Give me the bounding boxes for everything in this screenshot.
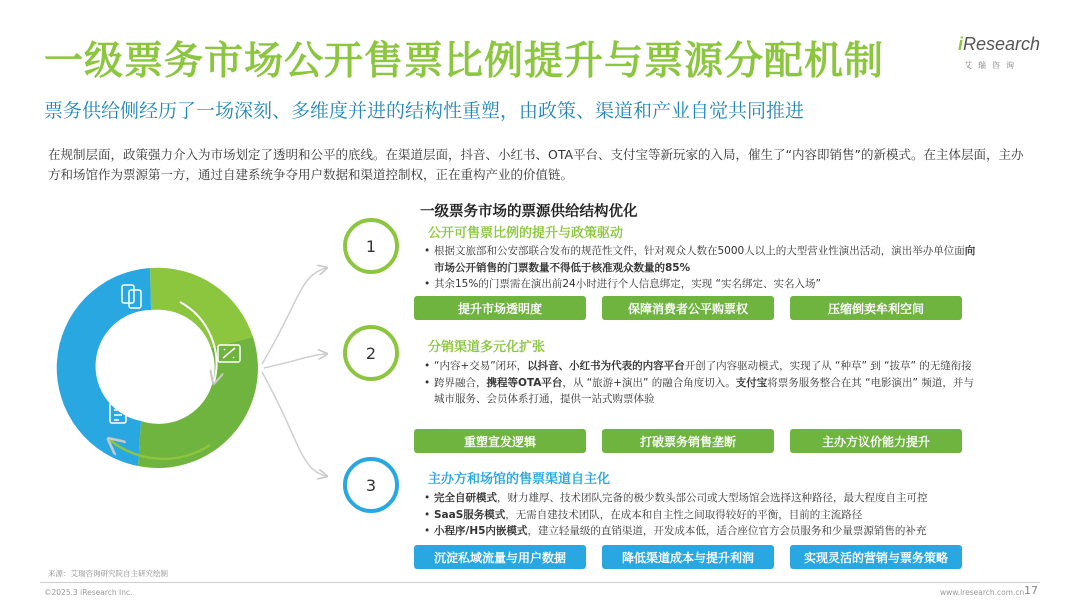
iresearch-logo — [958, 34, 1048, 74]
ring-segment-top — [150, 268, 253, 348]
section-1-tags — [414, 296, 962, 320]
logo-chinese: 艾瑞咨询 — [964, 61, 1020, 70]
list-item: • 根据文旅部和公安部联合发布的规范性文件，针对观众人数在5000人以上的大型营业性演出活动，演出举办单位面向市场公开销售的门票数量不得低于核准观众数量的85% — [424, 243, 984, 276]
source-note: 来源：艾瑞咨询研究院自主研究绘制 — [48, 569, 168, 578]
list-item: • “内容+交易”闭环，以抖音、小红书为代表的内容平台开创了内容驱动模式，实现了从 “种草” 到 “拔草” 的无缝衔接 — [424, 358, 984, 375]
tag: 保障消费者公平购票权 — [602, 296, 774, 320]
connector-arrow-2 — [264, 354, 326, 368]
tag: 降低渠道成本与提升利润 — [602, 545, 774, 569]
connector-arrow-1 — [262, 268, 326, 364]
list-item: • 完全自研模式，财力雄厚、技术团队完备的极少数头部公司或大型场馆会选择这种路径，最大程度自主可控 — [424, 490, 984, 507]
section-3-tags — [414, 545, 962, 569]
copyright: ©2025.3 iResearch Inc. — [44, 588, 133, 597]
logo-wordmark: iResearch — [958, 34, 1041, 54]
website-link[interactable]: www.iresearch.com.cn — [940, 588, 1025, 597]
list-item: • 其余15%的门票需在演出前24小时进行个人信息绑定，实现 “实名绑定、实名入场” — [424, 276, 984, 293]
tag: 压缩倒卖牟利空间 — [790, 296, 962, 320]
step-number-3: 3 — [343, 457, 399, 513]
tag: 主办方议价能力提升 — [790, 429, 962, 453]
list-item: • 小程序/H5内嵌模式，建立轻量级的直销渠道，开发成本低，适合座位官方会员服务和少量票源销售的补充 — [424, 523, 984, 540]
section-1-title: 公开可售票比例的提升与政策驱动 — [428, 226, 624, 241]
page-number: 17 — [1024, 584, 1038, 597]
list-item: • SaaS服务模式，无需自建技术团队，在成本和自主性之间取得较好的平衡，目前的主流路径 — [424, 507, 984, 524]
section-1-bullets — [424, 243, 984, 293]
section-2-bullets — [424, 358, 984, 408]
tag: 实现灵活的营销与票务策略 — [790, 545, 962, 569]
connector-arrow-3 — [262, 372, 326, 476]
tag: 沉淀私域流量与用户数据 — [414, 545, 586, 569]
page-title: 一级票务市场公开售票比例提升与票源分配机制 — [44, 39, 885, 84]
step-number-2: 2 — [343, 325, 399, 381]
tag: 打破票务销售垄断 — [602, 429, 774, 453]
section-2-tags — [414, 429, 962, 453]
intro-paragraph: 在规制层面，政策强力介入为市场划定了透明和公平的底线。在渠道层面，抖音、小红书、OTA平台、支付宝等新玩家的入局，催生了“内容即销售”的新模式。在主体层面，主办方和场馆作为票源第一方，通过自建系统争夺用户数据和渠道控制权，正在重构产业的价值链。 — [48, 147, 1024, 182]
ring-segment-left — [57, 268, 151, 466]
footer-divider — [40, 582, 1040, 583]
tag: 重塑宣发逻辑 — [414, 429, 586, 453]
tag: 提升市场透明度 — [414, 296, 586, 320]
section-3-bullets — [424, 490, 984, 540]
section-3-title: 主办方和场馆的售票渠道自主化 — [428, 472, 611, 487]
list-item: • 跨界融合，携程等OTA平台，从 “旅游+演出” 的融合角度切入。支付宝将票务服务整合在其 “电影演出” 频道，并与城市服务、会员体系打通，提供一站式购票体验 — [424, 375, 984, 408]
page-subtitle: 票务供给侧经历了一场深刻、多维度并进的结构性重塑，由政策、渠道和产业自觉共同推进 — [44, 100, 805, 122]
section-header: 一级票务市场的票源供给结构优化 — [420, 204, 638, 220]
step-number-1: 1 — [343, 218, 399, 274]
section-2-title: 分销渠道多元化扩张 — [428, 340, 546, 355]
